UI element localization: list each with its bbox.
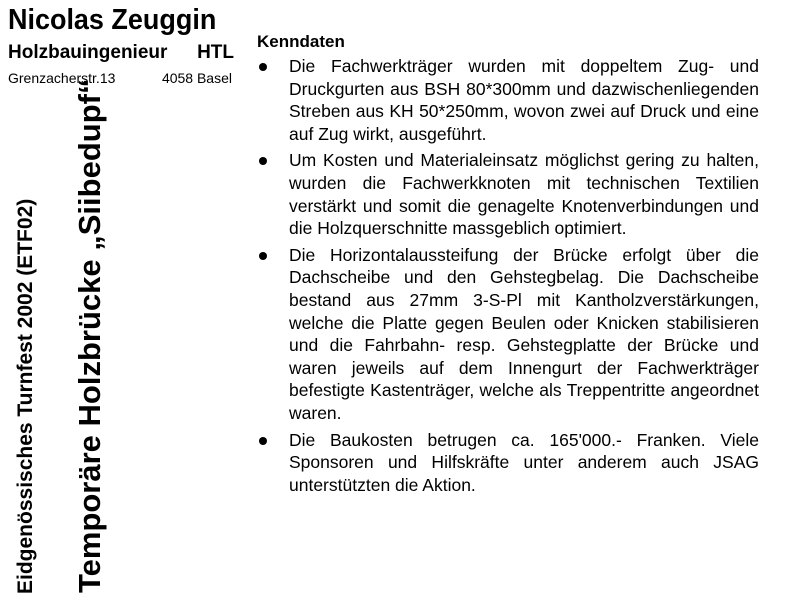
- bullet-dot-icon: [259, 437, 267, 445]
- event-title-vertical: Eidgenössisches Turnfest 2002 (ETF02): [14, 198, 37, 594]
- bullet-item: [257, 149, 759, 239]
- section-heading: Kenndaten: [257, 32, 345, 51]
- bullet-text: Die Baukosten betrugen ca. 165'000.- Franken. Viele Sponsoren und Hilfskräfte unter anderem auch JSAG unterstützten die Aktion.: [289, 429, 759, 495]
- bullet-dot-icon: [259, 157, 267, 165]
- bridge-title-vertical: Temporäre Holzbrücke „Siibedupf“: [72, 78, 107, 593]
- bullet-dot-icon: [259, 63, 267, 71]
- bullet-item: [257, 429, 759, 497]
- bullet-text: Die Horizontalaussteifung der Brücke erfolgt über die Dachscheibe und den Gehstegbelag. Die Dachscheibe bestand aus 27mm 3-S-Pl mit Kantholzverstärkungen, welche die Platte gegen Beulen oder Knicken stabilisieren und die Fahrbahn- resp. Gehstegplatte der Brücke und waren jeweils auf dem Innengurt der Fachwerkträger befestigte Kastenträger, welche als Treppentritte angeordnet waren.: [289, 244, 759, 423]
- author-profession: [8, 40, 234, 66]
- profession-suffix: HTL: [197, 42, 234, 63]
- content-section: [257, 31, 759, 500]
- address-city: 4058 Basel: [161, 70, 232, 86]
- profession-word: Holzbauingenieur: [8, 42, 168, 63]
- author-name: Nicolas Zeuggin: [8, 4, 217, 36]
- bullet-text: Um Kosten und Materialeinsatz möglichst gering zu halten, wurden die Fachwerkknoten mit technischen Textilien verstärkt und somit die genagelte Knotenverbindungen und die Holzquerschnitte massgeblich optimiert.: [289, 150, 759, 239]
- bullet-item: [257, 55, 759, 145]
- address-street: Grenzacherstr.13: [8, 70, 116, 86]
- author-address: [8, 69, 232, 87]
- bullet-list: [257, 55, 759, 496]
- bullet-dot-icon: [259, 252, 267, 260]
- bullet-text: Die Fachwerkträger wurden mit doppeltem Zug- und Druckgurten aus BSH 80*300mm und dazwischenliegenden Streben aus KH 50*250mm, wovon zwei auf Druck und eine auf Zug wirkt, ausgeführt.: [289, 56, 759, 144]
- bullet-item: [257, 244, 759, 425]
